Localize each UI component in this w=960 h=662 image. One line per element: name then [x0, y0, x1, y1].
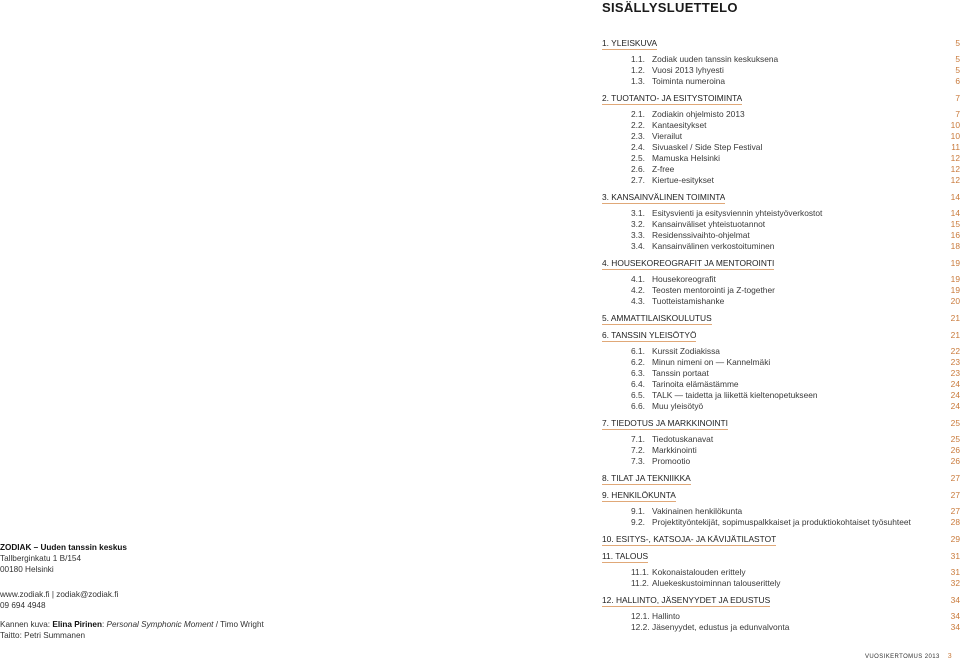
- toc-subsection-number: 2.1.: [631, 109, 645, 119]
- toc-subsection-number: 4.1.: [631, 274, 645, 284]
- toc-page-number: 5: [955, 65, 960, 75]
- cover-person: Elina Pirinen: [52, 620, 102, 629]
- toc-page-number: 21: [950, 330, 960, 340]
- toc-subsection-label: Minun nimeni on — Kannelmäki: [652, 357, 771, 367]
- toc-page-number: 12: [950, 164, 960, 174]
- toc-subsection-label: Zodiakin ohjelmisto 2013: [652, 109, 745, 119]
- toc-subsection[interactable]: [602, 285, 960, 296]
- toc-section[interactable]: [602, 38, 960, 49]
- toc-subsection-number: 2.3.: [631, 131, 645, 141]
- toc-page-number: 12: [950, 175, 960, 185]
- toc-subsection-number: 3.4.: [631, 241, 645, 251]
- toc-subsection-label: Housekoreografit: [652, 274, 716, 284]
- toc-page-number: 15: [950, 219, 960, 229]
- table-of-contents: [602, 38, 960, 633]
- toc-page-number: 7: [955, 109, 960, 119]
- toc-section-label: 8. TILAT JA TEKNIIKKA: [602, 472, 691, 483]
- toc-section-label: 11. TALOUS: [602, 550, 649, 561]
- toc-subsection-label: Muu yleisötyö: [652, 401, 704, 411]
- toc-section[interactable]: [602, 595, 960, 606]
- toc-subsection-number: 3.2.: [631, 219, 645, 229]
- toc-subsection-label: Toiminta numeroina: [652, 76, 726, 86]
- toc-subsection-label: Projektityöntekijät, sopimuspalkkaiset ja produktiokohtaiset työsuhteet: [652, 517, 911, 527]
- toc-page-number: 5: [955, 38, 960, 48]
- toc-subsection[interactable]: [602, 164, 960, 175]
- toc-subsection[interactable]: [602, 517, 960, 528]
- phone: 09 694 4948: [0, 601, 46, 610]
- toc-subsection[interactable]: [602, 346, 960, 357]
- toc-subsection[interactable]: [602, 401, 960, 412]
- toc-page-number: 22: [950, 346, 960, 356]
- toc-subsection-number: 12.1.: [631, 611, 650, 621]
- toc-subsection[interactable]: [602, 208, 960, 219]
- toc-subsection[interactable]: [602, 296, 960, 307]
- toc-subsection[interactable]: [602, 434, 960, 445]
- toc-subsection[interactable]: [602, 230, 960, 241]
- toc-section-label: 7. TIEDOTUS JA MARKKINOINTI: [602, 417, 728, 428]
- toc-subsection-number: 2.6.: [631, 164, 645, 174]
- toc-subsection-number: 7.1.: [631, 434, 645, 444]
- page-number: 3: [947, 653, 952, 660]
- toc-subsection-label: Jäsenyydet, edustus ja edunvalvonta: [652, 622, 790, 632]
- toc-subsection-label: Kurssit Zodiakissa: [652, 346, 720, 356]
- toc-subsection-number: 7.2.: [631, 445, 645, 455]
- toc-subsection-number: 2.4.: [631, 142, 645, 152]
- toc-page-number: 5: [955, 54, 960, 64]
- cover-credit: [0, 619, 264, 630]
- toc-subsection[interactable]: [602, 622, 960, 633]
- toc-page-number: 26: [950, 445, 960, 455]
- toc-page-number: 25: [950, 434, 960, 444]
- toc-section[interactable]: [602, 313, 960, 324]
- toc-subsection-label: Z-free: [652, 164, 675, 174]
- toc-page-number: 14: [950, 192, 960, 202]
- toc-page-number: 25: [950, 418, 960, 428]
- toc-page-number: 19: [950, 274, 960, 284]
- toc-page-number: 19: [950, 285, 960, 295]
- toc-subsection-number: 11.1.: [631, 567, 650, 577]
- toc-page-number: 18: [950, 241, 960, 251]
- toc-subsection-number: 6.1.: [631, 346, 645, 356]
- toc-page-number: 31: [950, 551, 960, 561]
- credits: [0, 619, 264, 641]
- toc-subsection-number: 3.3.: [631, 230, 645, 240]
- layout-credit: Taitto: Petri Summanen: [0, 631, 86, 640]
- toc-page-number: 11: [951, 142, 960, 152]
- toc-subsection-label: Markkinointi: [652, 445, 697, 455]
- toc-section-label: 1. YLEISKUVA: [602, 37, 658, 48]
- toc-page-number: 16: [950, 230, 960, 240]
- toc-subsection-number: 6.4.: [631, 379, 645, 389]
- toc-subsection[interactable]: [602, 65, 960, 76]
- toc-subsection-number: 1.1.: [631, 54, 645, 64]
- toc-subsection-number: 7.3.: [631, 456, 645, 466]
- toc-subsection[interactable]: [602, 379, 960, 390]
- toc-subsection-label: Vierailut: [652, 131, 683, 141]
- toc-page-number: 6: [955, 76, 960, 86]
- toc-subsection-label: Zodiak uuden tanssin keskuksena: [652, 54, 779, 64]
- page-footer: [865, 653, 952, 660]
- toc-page-number: 12: [950, 153, 960, 163]
- toc-section-label: 12. HALLINTO, JÄSENYYDET JA EDUSTUS: [602, 594, 771, 605]
- toc-section-label: 2. TUOTANTO- JA ESITYSTOIMINTA: [602, 92, 743, 103]
- toc-section[interactable]: [602, 534, 960, 545]
- toc-subsection-number: 3.1.: [631, 208, 645, 218]
- toc-subsection[interactable]: [602, 76, 960, 87]
- toc-section-label: 4. HOUSEKOREOGRAFIT JA MENTOROINTI: [602, 257, 775, 268]
- toc-page-number: 27: [950, 473, 960, 483]
- toc-subsection[interactable]: [602, 175, 960, 186]
- organization-name: ZODIAK – Uuden tanssin keskus: [0, 543, 127, 552]
- toc-page-number: 14: [950, 208, 960, 218]
- toc-page-number: 19: [950, 258, 960, 268]
- toc-page-number: 10: [950, 120, 960, 130]
- toc-subsection-number: 2.7.: [631, 175, 645, 185]
- toc-subsection[interactable]: [602, 456, 960, 467]
- toc-page-number: 29: [950, 534, 960, 544]
- toc-subsection-number: 2.5.: [631, 153, 645, 163]
- toc-subsection-label: Kantaesitykset: [652, 120, 707, 130]
- address-line-2: 00180 Helsinki: [0, 565, 54, 574]
- toc-subsection-number: 4.3.: [631, 296, 645, 306]
- toc-page-number: 26: [950, 456, 960, 466]
- toc-subsection-number: 6.2.: [631, 357, 645, 367]
- toc-subsection[interactable]: [602, 153, 960, 164]
- toc-page-number: 24: [950, 401, 960, 411]
- toc-page-number: 10: [950, 131, 960, 141]
- toc-subsection[interactable]: [602, 611, 960, 622]
- toc-subsection-number: 1.3.: [631, 76, 645, 86]
- web-contact[interactable]: www.zodiak.fi | zodiak@zodiak.fi: [0, 590, 119, 599]
- toc-subsection-label: Mamuska Helsinki: [652, 153, 720, 163]
- toc-section[interactable]: [602, 258, 960, 269]
- toc-page-number: 28: [950, 517, 960, 527]
- toc-section[interactable]: [602, 473, 960, 484]
- toc-subsection-label: Sivuaskel / Side Step Festival: [652, 142, 763, 152]
- toc-subsection-label: Kansainvälinen verkostoituminen: [652, 241, 775, 251]
- toc-page-number: 23: [950, 357, 960, 367]
- toc-subsection[interactable]: [602, 54, 960, 65]
- toc-subsection-number: 6.6.: [631, 401, 645, 411]
- toc-subsection-number: 12.2.: [631, 622, 650, 632]
- cover-credit-sep: :: [101, 620, 107, 629]
- toc-section[interactable]: [602, 551, 960, 562]
- toc-subsection-label: Promootio: [652, 456, 691, 466]
- toc-section[interactable]: [602, 418, 960, 429]
- cover-work: Personal Symphonic Moment: [106, 620, 214, 629]
- toc-subsection[interactable]: [602, 506, 960, 517]
- footer-label: VUOSIKERTOMUS 2013: [865, 654, 940, 660]
- toc-subsection[interactable]: [602, 109, 960, 120]
- toc-section-label: 3. KANSAINVÄLINEN TOIMINTA: [602, 191, 726, 202]
- toc-section-label: 9. HENKILÖKUNTA: [602, 489, 676, 500]
- toc-page-number: 31: [950, 567, 960, 577]
- toc-section[interactable]: [602, 93, 960, 104]
- toc-page-number: 23: [950, 368, 960, 378]
- toc-section-label: 10. ESITYS-, KATSOJA- JA KÄVIJÄTILASTOT: [602, 533, 777, 544]
- page-title: SISÄLLYSLUETTELO: [602, 0, 738, 15]
- toc-subsection-number: 1.2.: [631, 65, 645, 75]
- toc-subsection-label: Tuotteistamishanke: [652, 296, 725, 306]
- toc-subsection-label: Kansainväliset yhteistuotannot: [652, 219, 766, 229]
- toc-page-number: 24: [950, 379, 960, 389]
- toc-page-number: 34: [950, 595, 960, 605]
- toc-section[interactable]: [602, 330, 960, 341]
- toc-subsection-label: Teosten mentorointi ja Z-together: [652, 285, 775, 295]
- toc-page-number: 27: [950, 506, 960, 516]
- toc-subsection-number: 6.5.: [631, 390, 645, 400]
- toc-section-label: 6. TANSSIN YLEISÖTYÖ: [602, 329, 697, 340]
- toc-subsection-label: Esitysvienti ja esitysviennin yhteistyöverkostot: [652, 208, 823, 218]
- toc-subsection-label: Vakinainen henkilökunta: [652, 506, 743, 516]
- toc-subsection-label: Kokonaistalouden erittely: [652, 567, 746, 577]
- toc-subsection[interactable]: [602, 567, 960, 578]
- toc-subsection-number: 4.2.: [631, 285, 645, 295]
- toc-subsection-label: Tanssin portaat: [652, 368, 709, 378]
- toc-subsection[interactable]: [602, 445, 960, 456]
- toc-subsection-number: 9.1.: [631, 506, 645, 516]
- toc-page-number: 34: [950, 622, 960, 632]
- toc-subsection[interactable]: [602, 120, 960, 131]
- toc-subsection-label: Tarinoita elämästämme: [652, 379, 739, 389]
- toc-section[interactable]: [602, 490, 960, 501]
- toc-subsection[interactable]: [602, 131, 960, 142]
- toc-page-number: 24: [950, 390, 960, 400]
- toc-page-number: 32: [950, 578, 960, 588]
- toc-subsection-label: Hallinto: [652, 611, 680, 621]
- toc-subsection[interactable]: [602, 578, 960, 589]
- toc-page-number: 20: [950, 296, 960, 306]
- toc-page-number: 27: [950, 490, 960, 500]
- toc-section[interactable]: [602, 192, 960, 203]
- toc-subsection-number: 6.3.: [631, 368, 645, 378]
- toc-subsection[interactable]: [602, 219, 960, 230]
- toc-page-number: 34: [950, 611, 960, 621]
- toc-subsection[interactable]: [602, 274, 960, 285]
- toc-subsection-number: 11.2.: [631, 578, 650, 588]
- toc-subsection-label: Kiertue-esitykset: [652, 175, 714, 185]
- toc-subsection-number: 9.2.: [631, 517, 645, 527]
- imprint: [0, 542, 127, 611]
- toc-page-number: 7: [955, 93, 960, 103]
- toc-subsection-label: Residenssivaihto-ohjelmat: [652, 230, 750, 240]
- toc-subsection[interactable]: [602, 142, 960, 153]
- cover-credit-suffix: / Timo Wright: [213, 620, 264, 629]
- toc-subsection[interactable]: [602, 357, 960, 368]
- toc-page-number: 21: [950, 313, 960, 323]
- toc-subsection-label: Aluekeskustoiminnan talouserittely: [652, 578, 781, 588]
- toc-subsection-label: TALK — taidetta ja liikettä kieltenopetukseen: [652, 390, 818, 400]
- toc-subsection[interactable]: [602, 368, 960, 379]
- toc-subsection-label: Tiedotuskanavat: [652, 434, 714, 444]
- address-line-1: Tallberginkatu 1 B/154: [0, 554, 82, 563]
- toc-subsection-label: Vuosi 2013 lyhyesti: [652, 65, 724, 75]
- cover-credit-prefix: Kannen kuva:: [0, 620, 53, 629]
- toc-subsection-number: 2.2.: [631, 120, 645, 130]
- toc-subsection[interactable]: [602, 390, 960, 401]
- toc-subsection[interactable]: [602, 241, 960, 252]
- toc-section-label: 5. AMMATTILAISKOULUTUS: [602, 312, 712, 323]
